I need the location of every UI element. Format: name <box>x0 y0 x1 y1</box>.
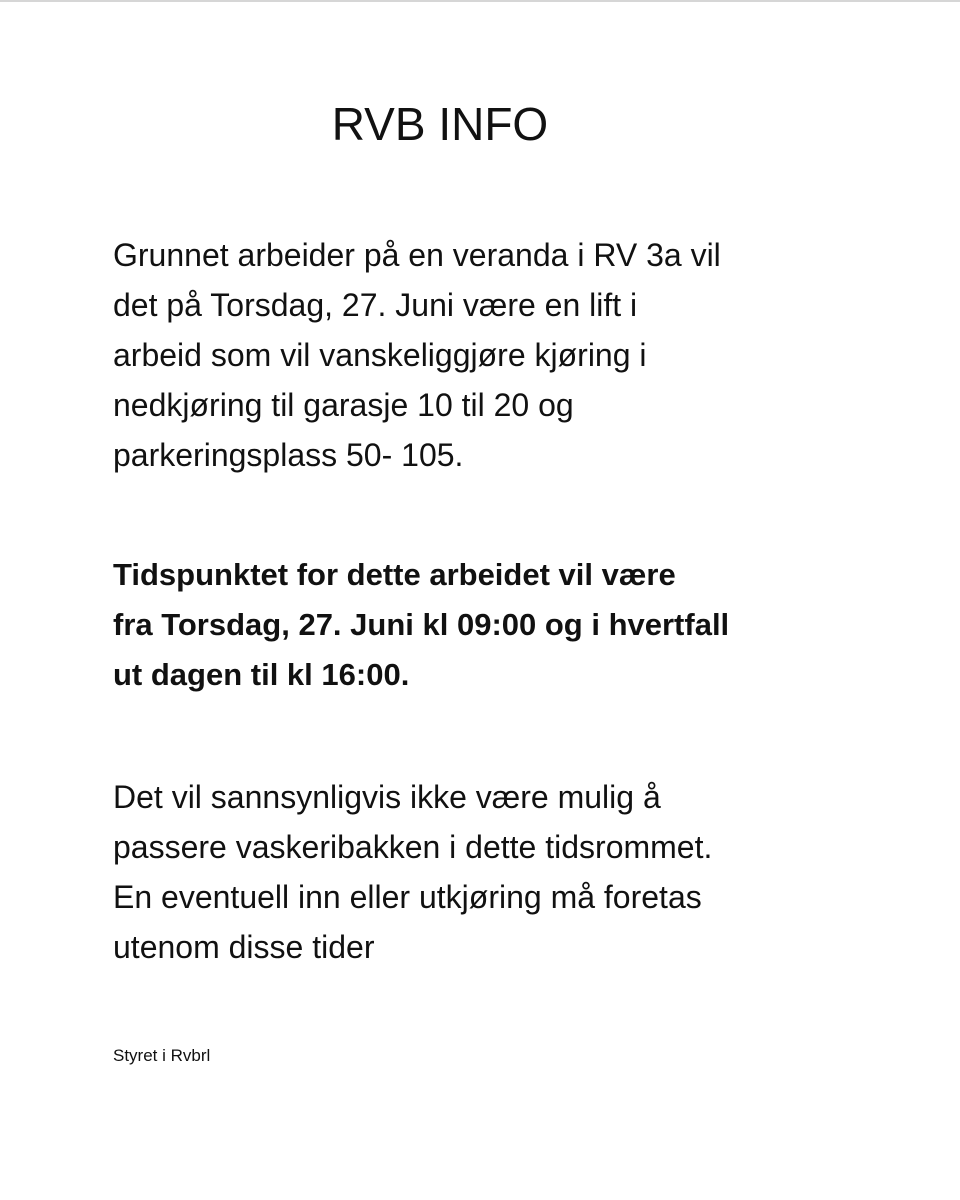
paragraph-line: ut dagen til kl 16:00. <box>113 657 410 692</box>
paragraph-line: utenom disse tider <box>113 929 375 965</box>
paragraph-access-notice <box>113 772 833 972</box>
paragraph-line: det på Torsdag, 27. Juni være en lift i <box>113 287 638 323</box>
document-title: RVB INFO <box>331 98 549 150</box>
paragraph-time-notice <box>113 550 833 700</box>
paragraph-line: arbeid som vil vanskeliggjøre kjøring i <box>113 337 647 373</box>
paragraph-line: fra Torsdag, 27. Juni kl 09:00 og i hvertfall <box>113 607 730 642</box>
signature: Styret i Rvbrl <box>113 1046 211 1065</box>
paragraph-line: Tidspunktet for dette arbeidet vil være <box>113 557 676 592</box>
paragraph-line: Det vil sannsynligvis ikke være mulig å <box>113 779 661 815</box>
paragraph-work-notice <box>113 230 833 480</box>
paragraph-line: passere vaskeribakken i dette tidsrommet. <box>113 829 713 865</box>
paragraph-line: Grunnet arbeider på en veranda i RV 3a vil <box>113 237 721 273</box>
paragraph-line: En eventuell inn eller utkjøring må foretas <box>113 879 702 915</box>
paragraph-line: parkeringsplass 50- 105. <box>113 437 464 473</box>
paragraph-line: nedkjøring til garasje 10 til 20 og <box>113 387 574 423</box>
